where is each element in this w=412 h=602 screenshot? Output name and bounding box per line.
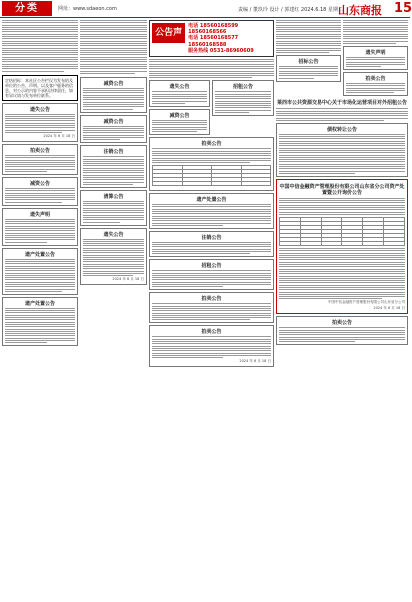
ad-banner bbox=[149, 20, 274, 57]
ad-phone-line: 电话 18560168577 18560168588 bbox=[188, 35, 239, 48]
notice bbox=[149, 292, 274, 323]
notice-title: 注销公告 bbox=[201, 234, 222, 241]
notice bbox=[343, 46, 408, 70]
notice bbox=[276, 316, 408, 345]
notice bbox=[149, 137, 274, 191]
disclaimer-box: 定结招标：本社区公告栏仅为发布的及单位的公告、声明、以及客户服务的信息、对公示的内容不承担法律责任，如有异议请与发布单位联系。 bbox=[2, 75, 78, 101]
notice bbox=[149, 231, 274, 257]
notice-title: 拍卖公告 bbox=[331, 320, 352, 327]
notice bbox=[80, 115, 147, 144]
notice-title: 注销公告 bbox=[103, 149, 124, 156]
site-url: 网址：www.sdaeon.com bbox=[58, 6, 117, 12]
notice-title: 招标公告 bbox=[298, 59, 319, 66]
notice-title: 遗产处置公告 bbox=[24, 300, 55, 307]
section-tag: 分类 bbox=[2, 1, 52, 16]
editor-info: 责编 / 董玖玲 设计 / 郭建红 2024.6.18 星期二 bbox=[238, 7, 343, 13]
notice-title: 拍卖公告 bbox=[29, 147, 50, 154]
notice bbox=[2, 248, 78, 295]
notice-title: 遗失声明 bbox=[29, 211, 50, 218]
notice-title: 招租公告 bbox=[201, 263, 222, 270]
notice bbox=[276, 55, 341, 81]
notice bbox=[149, 259, 274, 290]
notice bbox=[80, 228, 147, 286]
notice bbox=[276, 123, 408, 177]
notice bbox=[80, 145, 147, 188]
column-3 bbox=[149, 20, 274, 600]
notice-date: 2024 年 6 月 18 日 bbox=[43, 133, 75, 138]
notice-title: 拍卖公告 bbox=[201, 329, 222, 336]
column-4 bbox=[276, 20, 408, 600]
wide-notice-title: 莱西市公共资源交易中心关于市场化运营项目对外招租公告 bbox=[276, 100, 407, 107]
notice-title: 遗产处置公告 bbox=[196, 197, 227, 204]
notice-title: 遗失公告 bbox=[169, 84, 190, 91]
paper-name: 山东商报 bbox=[338, 4, 382, 17]
notice bbox=[149, 80, 210, 106]
notice-table bbox=[152, 165, 271, 186]
column-2 bbox=[80, 20, 147, 600]
notice-title: 拍卖公告 bbox=[365, 76, 386, 83]
notice-title: 减资公告 bbox=[103, 80, 124, 87]
notice-title: 清算公告 bbox=[103, 193, 124, 200]
notice-date: 2024 年 6 月 18 日 bbox=[112, 277, 144, 282]
page-header bbox=[0, 0, 410, 18]
notice-date: 2024 年 6 月 18 日 bbox=[373, 306, 405, 311]
notice bbox=[80, 77, 147, 113]
notice-title: 招租公告 bbox=[232, 84, 253, 91]
column-1 bbox=[2, 20, 78, 600]
notice-title: 拍卖公告 bbox=[201, 296, 222, 303]
notice bbox=[2, 297, 78, 346]
ad-phones bbox=[188, 23, 271, 54]
notice-signature: 中国中信金融资产管理股份有限公司山东省分公司 bbox=[328, 300, 405, 305]
notice-title: 减资公告 bbox=[169, 112, 190, 119]
notice-title: 遗失公告 bbox=[29, 106, 50, 113]
ad-badge: 公告声明 bbox=[152, 23, 185, 43]
featured-notice-title: 中国中信金融资产管理股份有限公司山东省分公司资产处置暨公开询价公告 bbox=[279, 183, 405, 196]
notice-title: 减资公告 bbox=[103, 118, 124, 125]
page-number: 15 bbox=[394, 1, 412, 16]
notice bbox=[149, 325, 274, 367]
notice bbox=[149, 109, 210, 135]
notice-title: 拍卖公告 bbox=[201, 141, 222, 148]
notice bbox=[149, 193, 274, 229]
notice bbox=[2, 177, 78, 206]
notice-title: 遗失声明 bbox=[365, 49, 386, 56]
notice-title: 债权转让公告 bbox=[326, 126, 357, 133]
notice bbox=[2, 208, 78, 246]
notice bbox=[80, 190, 147, 226]
notice-title: 遗失公告 bbox=[103, 231, 124, 238]
asset-table bbox=[279, 217, 405, 246]
ad-phone-line: 电话 18560168599 18560168566 bbox=[188, 23, 239, 36]
notice bbox=[212, 80, 274, 116]
notice-title: 遗产处置公告 bbox=[24, 251, 55, 258]
notice-date: 2024 年 6 月 18 日 bbox=[239, 359, 271, 364]
notice-title: 减资公告 bbox=[29, 180, 50, 187]
notice bbox=[343, 72, 408, 96]
ad-hotline: 服务热线 0531-86960609 bbox=[188, 47, 254, 54]
featured-notice bbox=[276, 179, 408, 315]
notice bbox=[2, 103, 78, 142]
notice bbox=[2, 144, 78, 175]
